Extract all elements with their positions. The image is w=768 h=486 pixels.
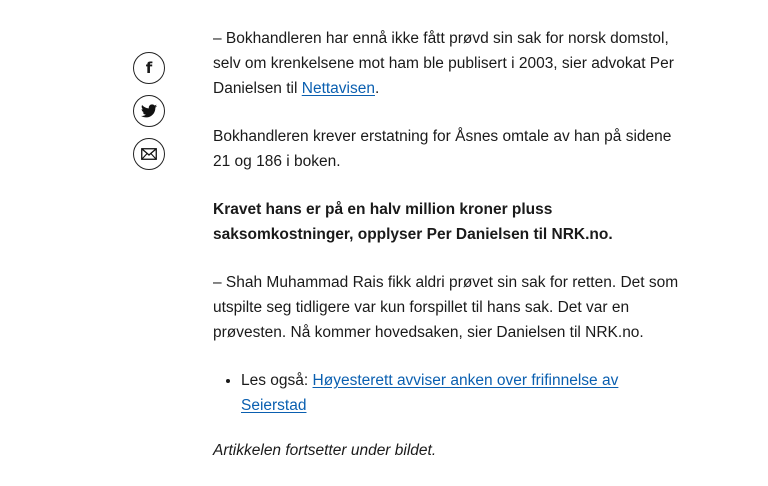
article-paragraph-1: – Bokhandleren har ennå ikke fått prøvd sin sak for norsk domstol, selv om krenkelsene mot ham ble publisert i 2003, sier advokat Per Danielsen til Nettavisen. <box>213 30 674 97</box>
twitter-icon <box>141 104 157 118</box>
related-item: • Les også: Høyesterett avviser anken over frifinnelse av Seierstad <box>241 368 683 418</box>
facebook-icon: f <box>145 58 153 77</box>
related-article-link[interactable]: Høyesterett avviser anken over frifinnelse av Seierstad <box>241 372 619 414</box>
share-facebook-button[interactable] <box>133 52 165 84</box>
email-icon <box>141 148 157 160</box>
article-paragraph-2: Bokhandleren krever erstatning for Åsnes omtale av han på sidene 21 og 186 i boken. <box>213 128 672 170</box>
article-paragraph-bold: Kravet hans er på en halv million kroner pluss saksomkostninger, opplyser Per Danielsen til NRK.no. <box>213 201 613 243</box>
related-list <box>213 368 683 418</box>
share-twitter-button[interactable] <box>133 95 165 127</box>
article-body <box>213 26 683 486</box>
continuation-note: Artikkelen fortsetter under bildet. <box>213 442 437 459</box>
article-paragraph-quote: – Shah Muhammad Rais fikk aldri prøvet sin sak for retten. Det som utspilte seg tidligere var kun forspillet til hans sak. Det var en prøvesten. Nå kommer hovedsaken, sier Danielsen til NRK.no. <box>213 274 679 341</box>
nettavisen-link[interactable]: Nettavisen <box>301 80 375 97</box>
share-email-button[interactable] <box>133 138 165 170</box>
share-rail <box>133 52 169 181</box>
